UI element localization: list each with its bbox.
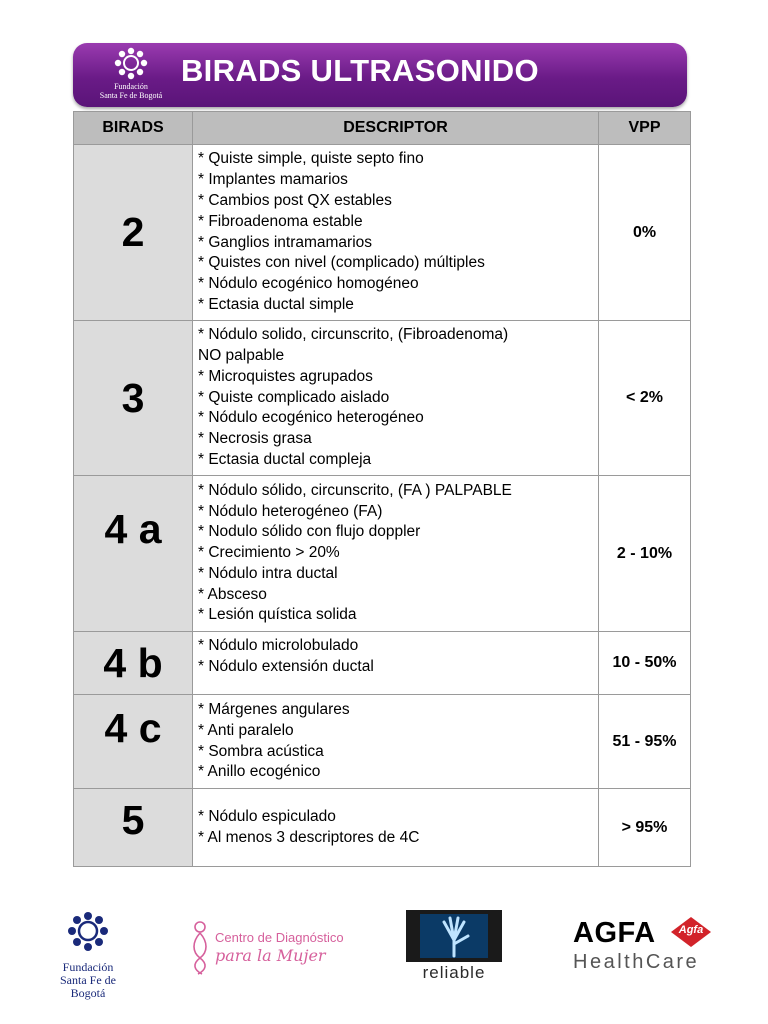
descriptor-item: * Absceso (198, 585, 267, 603)
column-header-descriptor: DESCRIPTOR (193, 112, 599, 145)
descriptor-item: * Ganglios intramamarios (198, 233, 373, 251)
descriptor-item: * Nódulo espiculado (198, 807, 336, 825)
column-header-vpp: VPP (599, 112, 691, 145)
descriptor-item: * Nódulo intra ductal (198, 564, 338, 582)
table-row (74, 145, 691, 321)
descriptor-list (193, 789, 599, 867)
descriptor-item: * Implantes mamarios (198, 171, 348, 189)
ribbon-figure-icon (188, 918, 212, 976)
descriptor-item: * Fibroadenoma estable (198, 212, 363, 230)
descriptor-list (193, 321, 599, 476)
descriptor-list (193, 695, 599, 789)
agfa-badge-text: Agfa (678, 924, 704, 936)
descriptor-item: * Necrosis grasa (198, 430, 312, 448)
descriptor-item: * Nodulo sólido con flujo doppler (198, 523, 421, 541)
descriptor-item: * Sombra acústica (198, 742, 324, 760)
fundacion-logo-header (91, 46, 171, 106)
agfa-healthcare: HealthCare (573, 951, 700, 973)
centro-diagnostico-logo (188, 918, 358, 978)
descriptor-item: * Cambios post QX estables (198, 191, 392, 209)
vpp-value: 51 - 95% (599, 695, 691, 789)
descriptor-list (193, 145, 599, 321)
reliable-logo (406, 910, 502, 992)
descriptor-item: * Quiste simple, quiste septo fino (198, 150, 424, 168)
descriptor-list (193, 632, 599, 695)
table-header-row (74, 112, 691, 145)
birads-category (74, 695, 193, 789)
descriptor-item: * Nódulo sólido, circunscrito, (FA ) PALPABLE (198, 481, 512, 499)
descriptor-item: * Quistes con nivel (complicado) múltiples (198, 254, 485, 272)
fundacion-line-2: Santa Fe de Bogotá (60, 973, 116, 1000)
vpp-value: 2 - 10% (599, 476, 691, 632)
birads-category: 4 b (74, 632, 193, 695)
header-logo-line-1: Fundación (114, 82, 148, 91)
page-title: BIRADS ULTRASONIDO (181, 53, 539, 88)
table-row (74, 695, 691, 789)
descriptor-item: NO palpable (198, 347, 285, 364)
fundacion-line-1: Fundación (62, 960, 114, 974)
descriptor-item: * Anillo ecogénico (198, 763, 321, 781)
descriptor-item: * Crecimiento > 20% (198, 544, 340, 562)
birads-category-label: 5 (121, 797, 145, 843)
xray-hand-icon (406, 910, 502, 962)
column-header-birads: BIRADS (74, 112, 193, 145)
descriptor-item: * Quiste complicado aislado (198, 388, 390, 406)
descriptor-item: * Microquistes agrupados (198, 367, 373, 385)
birads-category (74, 476, 193, 632)
birads-category (74, 789, 193, 867)
fundacion-emblem-icon (63, 910, 113, 956)
birads-category-label: 4 c (104, 705, 162, 751)
birads-category-label: 4 a (104, 506, 162, 552)
descriptor-item: * Nódulo extensión ductal (198, 657, 374, 675)
descriptor-item: * Nódulo heterogéneo (FA) (198, 502, 383, 520)
vpp-value: < 2% (599, 321, 691, 476)
birads-category: 3 (74, 321, 193, 476)
birads-table (73, 111, 691, 867)
title-banner (73, 43, 687, 107)
descriptor-item: * Anti paralelo (198, 721, 294, 739)
vpp-value: 0% (599, 145, 691, 321)
centro-line-2: para la Mujer (215, 946, 326, 965)
table-row (74, 476, 691, 632)
fundacion-emblem-icon (111, 46, 151, 82)
descriptor-item: * Ectasia ductal compleja (198, 450, 372, 468)
table-row (74, 789, 691, 867)
fundacion-logo (42, 910, 134, 1000)
descriptor-item: * Nódulo solido, circunscrito, (Fibroadenoma) (198, 326, 509, 344)
descriptor-list (193, 476, 599, 632)
header-logo-line-2: Santa Fe de Bogotá (99, 91, 163, 100)
descriptor-item: * Al menos 3 descriptores de 4C (198, 828, 420, 846)
vpp-value: 10 - 50% (599, 632, 691, 695)
descriptor-item: * Nódulo microlobulado (198, 637, 359, 654)
descriptor-item: * Nódulo ecogénico heterogéneo (198, 409, 424, 427)
descriptor-item: * Lesión quística solida (198, 606, 357, 624)
descriptor-item: * Márgenes angulares (198, 700, 350, 718)
descriptor-item: * Ectasia ductal simple (198, 295, 354, 313)
agfa-logo (573, 915, 723, 975)
agfa-badge (671, 917, 711, 947)
vpp-value: > 95% (599, 789, 691, 867)
descriptor-item: * Nódulo ecogénico homogéneo (198, 275, 419, 293)
centro-line-1: Centro de Diagnóstico (215, 930, 344, 945)
table-row (74, 632, 691, 695)
reliable-wordmark: reliable (422, 963, 486, 982)
agfa-wordmark: AGFA (573, 917, 656, 949)
table-row (74, 321, 691, 476)
birads-category: 2 (74, 145, 193, 321)
